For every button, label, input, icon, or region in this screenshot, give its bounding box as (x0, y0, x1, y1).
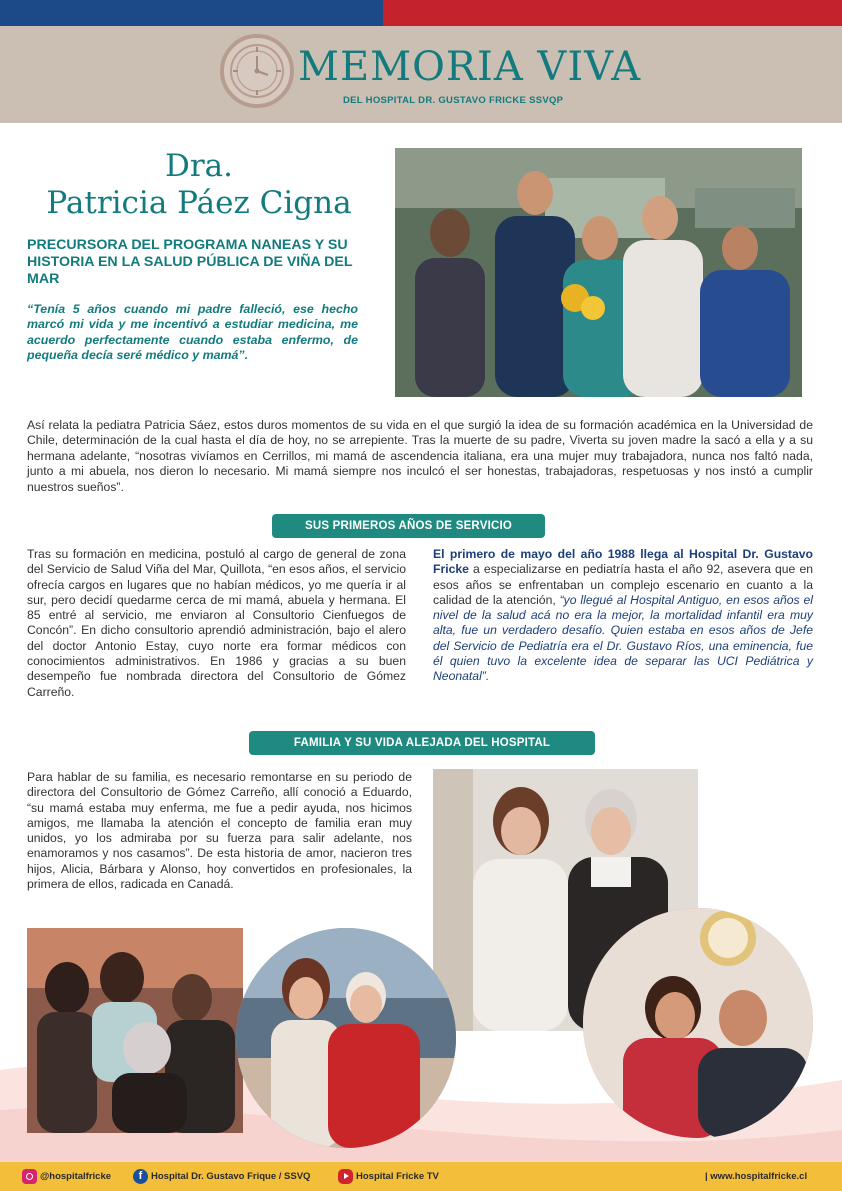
magazine-subtitle: DEL HOSPITAL DR. GUSTAVO FRICKE SSVQP (343, 95, 564, 106)
team-photo (395, 148, 802, 397)
opening-quote: “Tenía 5 años cuando mi padre falleció, ese hecho marcó mi vida y me incentivó a estudiar medicina, me acuerdo perfectamente cuando estaba enfermo, de pequeña decía seré médico y mamá”. (27, 302, 358, 362)
article-subtitle: PRECURSORA DEL PROGRAMA NANEAS Y SU HISTORIA EN LA SALUD PÚBLICA DE VIÑA DEL MAR (27, 237, 353, 287)
intro-paragraph: Así relata la pediatra Patricia Sáez, estos duros momentos de su vida en el que surgió la idea de su formación académica en la Universidad de Chile, determinación de la cual hasta el día de hoy, no se arrepiente. Tras la muerte de su padre, Viverta su joven madre la sacó a ella y a su hermana adelante, “nosotras vivíamos en Cerrillos, mi mamá de ascendencia italiana, era una mujer muy trabajadora, nunca nos faltó nada, junto a mi abuela, nos dieron lo necesario. Mi mamá siempre nos inculcó el ser honestas, trabajadoras, respetuosas y nos instó a cumplir nuestros sueños”. (27, 418, 813, 494)
family-photo-group (27, 928, 243, 1133)
family-paragraph: Para hablar de su familia, es necesario remontarse en su periodo de directora del Consultorio de Gómez Carreño, allí conoció a Eduardo, “su mamá estaba muy enferma, me fue a pedir ayuda, nos hicimos amigos, me llamaba la atención el concepto de familia eran muy unidos, yo los admiraba por su fuerza para salir adelante, nos enamoramos y nos casamos”. De esta historia de amor, nacieron tres hijos, Alicia, Bárbara y Alonso, hoy convertidos en profesionales, la primera de ellos, radicada en Canadá. (27, 770, 412, 892)
section-heading-family: FAMILIA Y SU VIDA ALEJADA DEL HOSPITAL (249, 731, 595, 755)
family-photo-outdoor (236, 928, 456, 1148)
doctor-name-line1: Dra. (164, 148, 233, 184)
footer-facebook[interactable] (133, 1162, 310, 1191)
doctor-name-line2: Patricia Páez Cigna (46, 185, 352, 221)
clock-logo-icon (220, 34, 294, 108)
instagram-handle: @hospitalfricke (40, 1171, 112, 1182)
facebook-handle: Hospital Dr. Gustavo Frique / SSVQ (151, 1171, 311, 1182)
arrival-text: a especializarse en pediatría hasta el año 92, asevera que en esos años se enfrentaban un complejo escenario en cuanto a la calidad de la atención, (433, 562, 813, 607)
arrival-highlight: El primero de mayo del año 1988 llega al Hospital Dr. Gustavo Fricke (433, 547, 813, 577)
first-years-left-column: Tras su formación en medicina, postuló al cargo de general de zona del Servicio de Salud Viña del Mar, Quillota, “en esos años, el servicio ofrecía cargos en lugares que no habían médicos, yo me quería ir al sur, pero decidí quedarme cerca de mi mamá, abuela y hermana. El 85 entré al servicio, me enviaron al Consultorio Cienfuegos de Concón”. En dicho consultorio aprendió administración, bajo el alero del doctor Antonio Estay, cuyo norte era formar médicos con conocimientos administrativos. En 1986 y gracias a su buen desempeño fue nombrada directora del Consultorio de Gómez Carreño. (27, 547, 406, 699)
instagram-icon (22, 1169, 37, 1184)
facebook-icon: f (133, 1169, 148, 1184)
top-bar-blue (0, 0, 383, 26)
couple-photo (583, 908, 813, 1138)
top-color-bar (0, 0, 842, 26)
first-years-right-column (433, 547, 813, 685)
footer-instagram[interactable] (22, 1162, 111, 1191)
masthead (0, 26, 842, 123)
footer-youtube[interactable] (338, 1162, 439, 1191)
section-heading-first-years: SUS PRIMEROS AÑOS DE SERVICIO (272, 514, 545, 538)
footer-website[interactable]: | www.hospitalfricke.cl (705, 1171, 808, 1182)
footer-bar (0, 1162, 842, 1191)
arrival-quote: “yo llegué al Hospital Antiguo, en esos años el nivel de la salud acá no era la mejor, la mortalidad infantil era muy alta, fue un verdadero desafío. Quien estaba en esos años de Jefe del Servicio de Pediatría era el Dr. Gustavo Ríos, una eminencia, fue él quien tuvo la excelente idea de separar las UCI Pediátrica y Neonatal”. (433, 592, 813, 684)
youtube-handle: Hospital Fricke TV (356, 1171, 439, 1182)
magazine-title: MEMORIA VIVA (298, 44, 642, 90)
youtube-icon (338, 1169, 353, 1184)
top-bar-red (383, 0, 842, 26)
doctor-name (24, 148, 374, 222)
